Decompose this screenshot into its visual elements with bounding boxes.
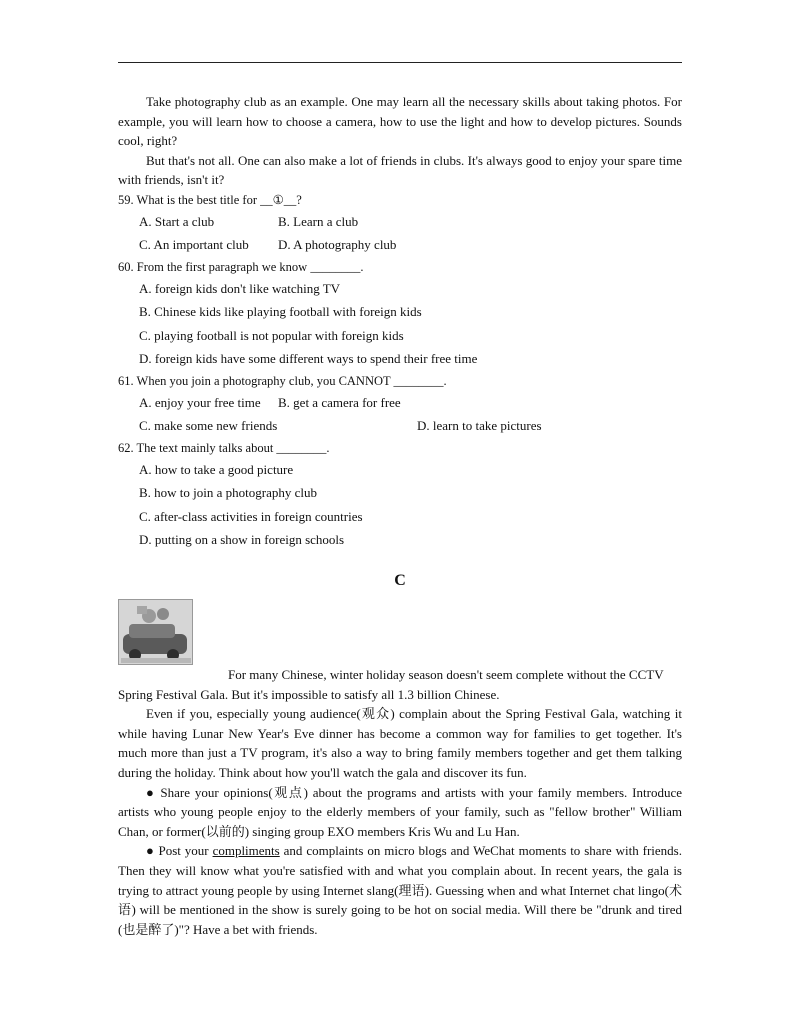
option-60-d: D. foreign kids have some different ways to spend their free time — [139, 351, 478, 367]
question-62-stem: 62. The text mainly talks about ________. — [118, 440, 330, 455]
option-62-c: C. after-class activities in foreign countries — [139, 508, 363, 524]
option-59-b: B. Learn a club — [278, 213, 359, 229]
gala-photo-drawing — [119, 600, 192, 664]
option-61-c: C. make some new friends — [139, 418, 278, 434]
question-60-stem: 60. From the first paragraph we know ________. — [118, 259, 364, 274]
question-59-stem: 59. What is the best title for __①__? — [118, 192, 302, 207]
question-61-options-row-2 — [118, 414, 682, 438]
section-c-paragraph-1-rest: Spring Festival Gala. But it's impossible to satisfy all 1.3 billion Chinese. — [118, 686, 500, 702]
section-c-paragraph-2: Even if you, especially young audience(观众) complain about the Spring Festival Gala, watching it while having Lunar New Year's Eve dinner has become a common way for families to get together. It's much more than just a TV program, it's also a way to bring family members together and get them talking during the holiday. Think about how you'll watch the gala and discover its fun. — [118, 706, 682, 780]
question-61-stem: 61. When you join a photography club, you CANNOT ________. — [118, 373, 447, 388]
option-62-a: A. how to take a good picture — [139, 461, 294, 477]
option-59-c: C. An important club — [139, 237, 249, 253]
section-c-bullet-1: ● Share your opinions(观点) about the programs and artists with your family members. Introduce artists who young people enjoy to the elderly members of your family, such as "fellow brother" William Chan, or former(以前的) singing group EXO members Kris Wu and Lu Han. — [118, 784, 682, 839]
document-page — [118, 92, 682, 939]
option-62-b: B. how to join a photography club — [139, 485, 318, 501]
option-59-d: D. A photography club — [278, 237, 397, 253]
question-59-options-row-1 — [118, 210, 682, 234]
intro-paragraph-1: Take photography club as an example. One may learn all the necessary skills about taking photos. For example, you will learn how to choose a camera, how to use the light and how to develop pictures. Sounds cool, right? — [118, 94, 682, 149]
option-61-b: B. get a camera for free — [278, 394, 401, 410]
section-c-paragraph-1-first-line: For many Chinese, winter holiday season doesn't seem complete without the CCTV — [228, 666, 664, 682]
question-59-options-row-2 — [118, 233, 682, 257]
question-61-options-row-1 — [118, 391, 682, 415]
option-59-a: A. Start a club — [139, 213, 215, 229]
gala-photo — [118, 599, 193, 665]
option-61-a: A. enjoy your free time — [139, 394, 261, 410]
option-60-b: B. Chinese kids like playing football with foreign kids — [139, 304, 422, 320]
option-60-a: A. foreign kids don't like watching TV — [139, 280, 341, 296]
bullet-2-start: ● Post your — [146, 843, 213, 859]
section-heading-c: C — [394, 571, 406, 589]
header-rule — [118, 62, 682, 63]
option-62-d: D. putting on a show in foreign schools — [139, 532, 345, 548]
option-60-c: C. playing football is not popular with foreign kids — [139, 327, 404, 343]
section-c-bullet-2 — [118, 841, 682, 939]
bullet-2-rest: and complaints on micro blogs and WeChat moments to share with friends. Then they will know what you're satisfied with and what you complain about. In recent years, the gala is trying to attract young people by using Internet slang(理语). Guessing when and what Internet chat lingo(术语) will be mentioned in the show is surely going to be hot on social media. Will there be "drunk and tired (也是醉了)"? Have a bet with friends. — [118, 843, 682, 937]
underlined-word-compliments: compliments — [212, 843, 280, 859]
intro-paragraph-2: But that's not all. One can also make a lot of friends in clubs. It's always good to enjoy your spare time with friends, isn't it? — [118, 152, 682, 188]
option-61-d: D. learn to take pictures — [417, 418, 542, 434]
